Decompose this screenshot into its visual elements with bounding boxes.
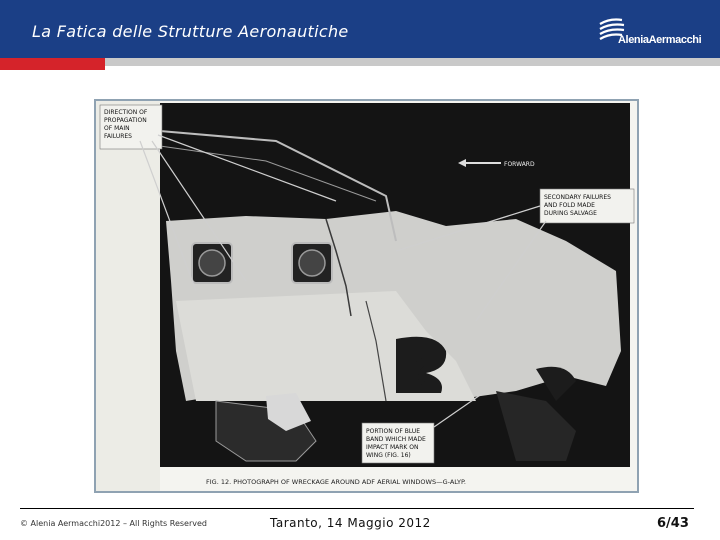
logo-text: AleniaAermacchi — [618, 34, 702, 46]
panel-letter: B — [396, 347, 428, 396]
blue-band-label: PORTION OF BLUE BAND WHICH MADE IMPACT MARK ON WING (FIG. 16) — [366, 428, 426, 459]
footer-divider — [20, 508, 694, 509]
page-title: La Fatica delle Strutture Aeronautiche — [32, 22, 349, 41]
figure-caption: FIG. 12. PHOTOGRAPH OF WRECKAGE AROUND ADF AERIAL WINDOWS—G-ALYP. — [206, 478, 466, 486]
copyright-text: © Alenia Aermacchi2012 – All Rights Reserved — [20, 519, 208, 528]
page-number: 6/43 — [657, 516, 689, 531]
forward-label: FORWARD — [504, 161, 535, 168]
accent-bar-red — [0, 58, 105, 70]
company-logo — [598, 16, 714, 50]
wreckage-photograph — [94, 99, 639, 493]
place-date: Taranto, 14 Maggio 2012 — [270, 516, 431, 530]
secondary-failures-label: SECONDARY FAILURES AND FOLD MADE DURING SALVAGE — [544, 194, 611, 217]
direction-label: DIRECTION OF PROPAGATION OF MAIN FAILURES — [104, 109, 148, 140]
header-bar — [0, 0, 720, 58]
accent-bar-grey — [105, 58, 720, 66]
